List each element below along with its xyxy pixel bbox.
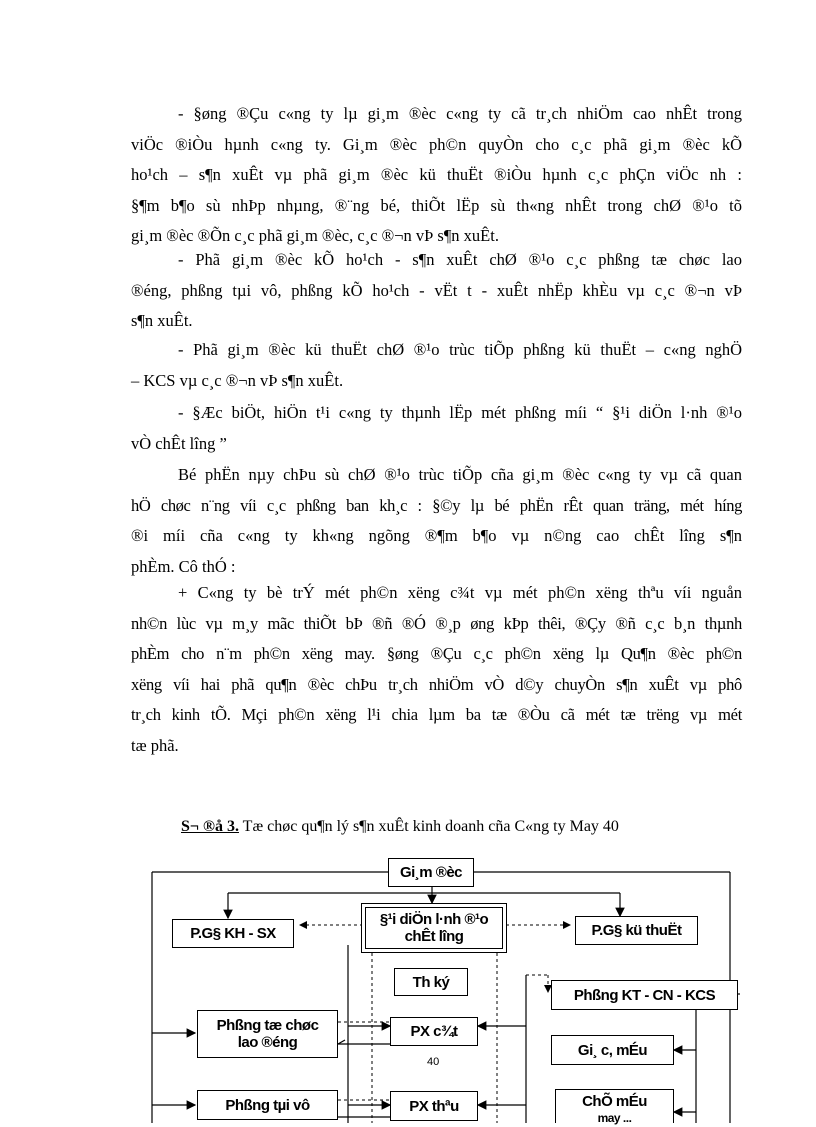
labour-department-line1: Phßng tæ chøc	[216, 1017, 319, 1034]
text-line: - §Æc biÖt, hiÖn t¹i c«ng ty thµnh lËp mét phßng míi “ §¹i diÖn l·nh ®¹o	[178, 403, 742, 422]
quality-representative-line2: chÊt lîng	[404, 928, 464, 945]
text-line: ®éng, phßng tµi vô, phßng kÕ ho¹ch - vËt t - xuÊt nhËp khÈu vµ c¸c ®¬n vÞ	[131, 280, 742, 300]
embroidery-workshop-box: PX thªu	[390, 1091, 478, 1121]
deputy-production-box: P.G§ KH - SX	[172, 919, 294, 948]
quality-representative-line1: §¹i diÖn l·nh ®¹o	[379, 911, 489, 928]
text-line: viÖc ®iÒu hµnh c«ng ty. Gi¸m ®èc ph©n quyÒn cho c¸c phã gi¸m ®èc kÕ	[131, 134, 742, 154]
cutting-workshop-box: PX c¾t	[390, 1017, 478, 1046]
text-line: Bé phËn nµy chÞu sù chØ ®¹o trùc tiÕp cña gi¸m ®èc c«ng ty vµ cã quan	[178, 465, 742, 484]
director-box: Gi¸m ®èc	[388, 858, 474, 887]
text-line: phÈm. Cô thÓ :	[131, 556, 236, 576]
text-line: - Phã gi¸m ®èc kü thuËt chØ ®¹o trùc tiÕp phßng kü thuËt – c«ng nghÖ	[178, 340, 742, 359]
text-line: ho¹ch – s¶n xuÊt vµ phã gi¸m ®èc kü thuËt ®iÒu hµnh c¸c phÇn viÖc nh :	[131, 165, 742, 184]
text-line: tæ phã.	[131, 735, 179, 755]
secretary-box: Th ký	[394, 968, 468, 996]
figure-title: Tæ chøc qu¶n lý s¶n xuÊt kinh doanh cña C«ng ty May 40	[238, 818, 619, 835]
quality-representative-box	[361, 903, 507, 953]
text-line: vÒ chÊt lîng ”	[131, 433, 227, 453]
text-line: ®i míi cña c«ng ty kh«ng ngõng ®¶m b¶o vµ n©ng cao chÊt lîng s¶n	[131, 526, 742, 545]
text-line: xëng víi hai phã qu¶n ®èc chÞu tr¸ch nhiÖm vÒ d©y chuyÒn s¶n xuÊt vµ phô	[131, 674, 742, 694]
text-line: s¶n xuÊt.	[131, 311, 193, 330]
sample-making-line2: may ...	[597, 1111, 632, 1125]
text-line: – KCS vµ c¸c ®¬n vÞ s¶n xuÊt.	[131, 370, 344, 390]
text-line: + C«ng ty bè trÝ mét ph©n xëng c¾t vµ mét ph©n xëng thªu víi nguån	[178, 583, 742, 602]
text-line: nh©n lùc vµ m¸y mãc thiÕt bÞ ®ñ ®Ó ®¸p øng kÞp thêi, ®Çy ®ñ c¸c b¸n thµnh	[131, 613, 742, 633]
tech-department-box: Phßng KT - CN - KCS	[551, 980, 738, 1010]
labour-department-line2: lao ®éng	[237, 1034, 298, 1051]
text-line: hÖ chøc n¨ng víi c¸c phßng ban kh¸c : §©y lµ bé phËn rÊt quan träng, mét híng	[131, 495, 742, 515]
text-line: gi¸m ®èc ®Õn c¸c phã gi¸m ®èc, c¸c ®¬n vÞ s¶n xuÊt.	[131, 226, 499, 245]
sample-making-line1: ChÕ mÉu	[582, 1093, 647, 1110]
pricing-box: Gi¸ c, mÉu	[551, 1035, 674, 1065]
deputy-technical-box: P.G§ kü thuËt	[575, 916, 698, 945]
labour-department-box	[197, 1010, 338, 1058]
text-line: phÈm cho n¨m ph©n xëng may. §øng ®Çu c¸c ph©n xëng lµ Qu¶n ®èc ph©n	[131, 644, 742, 663]
figure-label: S¬ ®å 3.	[181, 818, 239, 835]
page-number: 40	[427, 1056, 440, 1068]
text-line: - §øng ®Çu c«ng ty lµ gi¸m ®èc c«ng ty cã tr¸ch nhiÖm cao nhÊt trong	[178, 104, 742, 123]
text-line: §¶m b¶o sù nhÞp nhµng, ®¨ng bé, thiÕt lËp sù th«ng nhÊt trong chØ ®¹o tõ	[131, 195, 742, 215]
sample-making-box	[555, 1089, 674, 1123]
finance-department-box: Phßng tµi vô	[197, 1090, 338, 1120]
text-line: tr¸ch kinh tÕ. Mçi ph©n xëng l¹i chia lµm ba tæ ®Òu cã mét tæ trëng vµ mét	[131, 705, 742, 724]
text-line: - Phã gi¸m ®èc kÕ ho¹ch - s¶n xuÊt chØ ®¹o c¸c phßng tæ chøc lao	[178, 250, 742, 269]
